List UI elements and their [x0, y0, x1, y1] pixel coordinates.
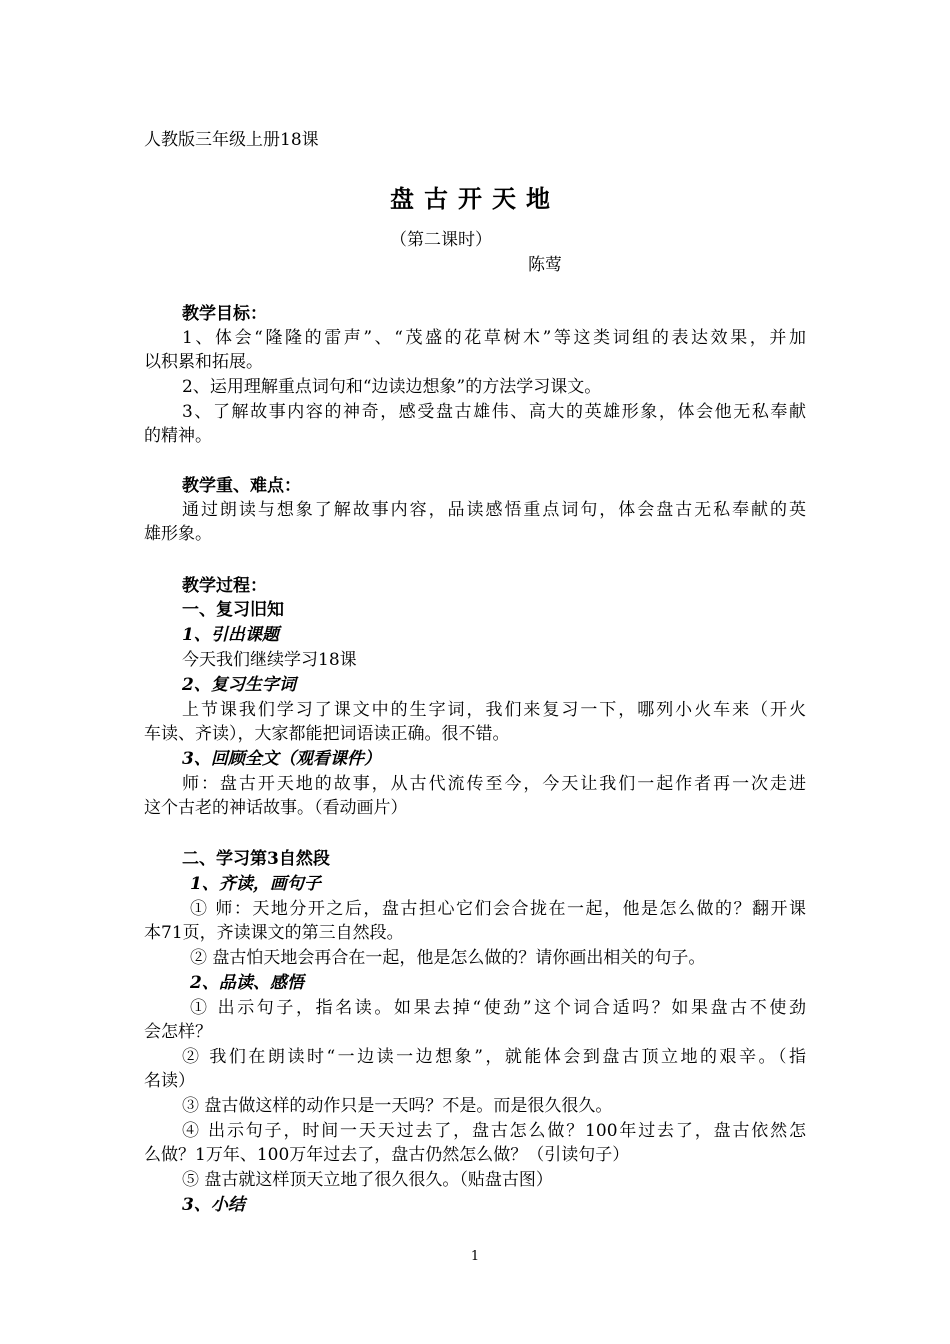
- keypoints-line1: 通过朗读与想象了解故事内容，品读感悟重点词句，体会盘古无私奉献的英: [182, 500, 806, 520]
- part1-section1-heading: 1、引出课题: [182, 625, 279, 645]
- part1-heading: 一、复习旧知: [182, 600, 284, 620]
- course-header: 人教版三年级上册18课: [144, 130, 319, 150]
- page-number: 1: [470, 1249, 480, 1264]
- part2-section2-item4-line2: 么做？1万年、100万年过去了，盘古仍然怎么做？（引读句子）: [144, 1145, 630, 1165]
- part1-section2-line2: 车读、齐读），大家都能把词语读正确。很不错。: [144, 724, 510, 744]
- part2-section1-heading: 1、齐读，画句子: [190, 874, 321, 894]
- lesson-title: 盘古开天地: [390, 185, 560, 213]
- keypoints-heading: 教学重、难点：: [182, 476, 301, 496]
- part2-section3-heading: 3、小结: [182, 1195, 245, 1215]
- part2-section2-item1-line1: ① 出示句子，指名读。如果去掉“使劲”这个词合适吗？如果盘古不使劲: [190, 998, 806, 1018]
- part2-section1-item2: ② 盘古怕天地会再合在一起，他是怎么做的？请你画出相关的句子。: [190, 948, 706, 968]
- author-name: 陈莺: [528, 255, 562, 275]
- lesson-subtitle: （第二课时）: [390, 230, 492, 250]
- process-heading: 教学过程：: [182, 576, 267, 596]
- part2-section2-item5: ⑤ 盘古就这样顶天立地了很久很久。（贴盘古图）: [182, 1170, 553, 1190]
- goals-item2: 2、运用理解重点词句和“边读边想象”的方法学习课文。: [182, 377, 602, 397]
- goals-item3-line1: 3、了解故事内容的神奇，感受盘古雄伟、高大的英雄形象，体会他无私奉献: [182, 402, 806, 422]
- part2-section2-item2-line2: 名读）: [144, 1071, 195, 1091]
- part2-section2-item4-line1: ④ 出示句子，时间一天天过去了，盘古怎么做？100年过去了，盘古依然怎: [182, 1121, 806, 1141]
- keypoints-line2: 雄形象。: [144, 524, 212, 544]
- goals-item1-line2: 以积累和拓展。: [144, 352, 263, 372]
- part2-section1-item1-line2: 本71页，齐读课文的第三自然段。: [144, 923, 404, 943]
- part1-section1-text: 今天我们继续学习18课: [182, 650, 357, 670]
- part1-section3-line1: 师：盘古开天地的故事，从古代流传至今，今天让我们一起作者再一次走进: [182, 774, 806, 794]
- part1-section2-heading: 2、复习生字词: [182, 675, 296, 695]
- part1-section3-line2: 这个古老的神话故事。（看动画片）: [144, 798, 408, 818]
- part1-section3-heading: 3、回顾全文（观看课件）: [182, 749, 381, 769]
- part1-section2-line1: 上节课我们学习了课文中的生字词，我们来复习一下，哪列小火车来（开火: [182, 700, 806, 720]
- part2-heading: 二、学习第3自然段: [182, 849, 330, 869]
- part2-section2-item2-line1: ② 我们在朗读时“一边读一边想象”，就能体会到盘古顶立地的艰辛。（指: [182, 1047, 806, 1067]
- goals-item3-line2: 的精神。: [144, 426, 212, 446]
- part2-section1-item1-line1: ① 师：天地分开之后，盘古担心它们会合拢在一起，他是怎么做的？翻开课: [190, 899, 806, 919]
- part2-section2-item1-line2: 会怎样？: [144, 1022, 212, 1042]
- part2-section2-item3: ③ 盘古做这样的动作只是一天吗？不是。而是很久很久。: [182, 1096, 613, 1116]
- goals-heading: 教学目标：: [182, 304, 267, 324]
- goals-item1-line1: 1、体会“隆隆的雷声”、“茂盛的花草树木”等这类词组的表达效果，并加: [182, 328, 806, 348]
- part2-section2-heading: 2、品读、感悟: [190, 973, 304, 993]
